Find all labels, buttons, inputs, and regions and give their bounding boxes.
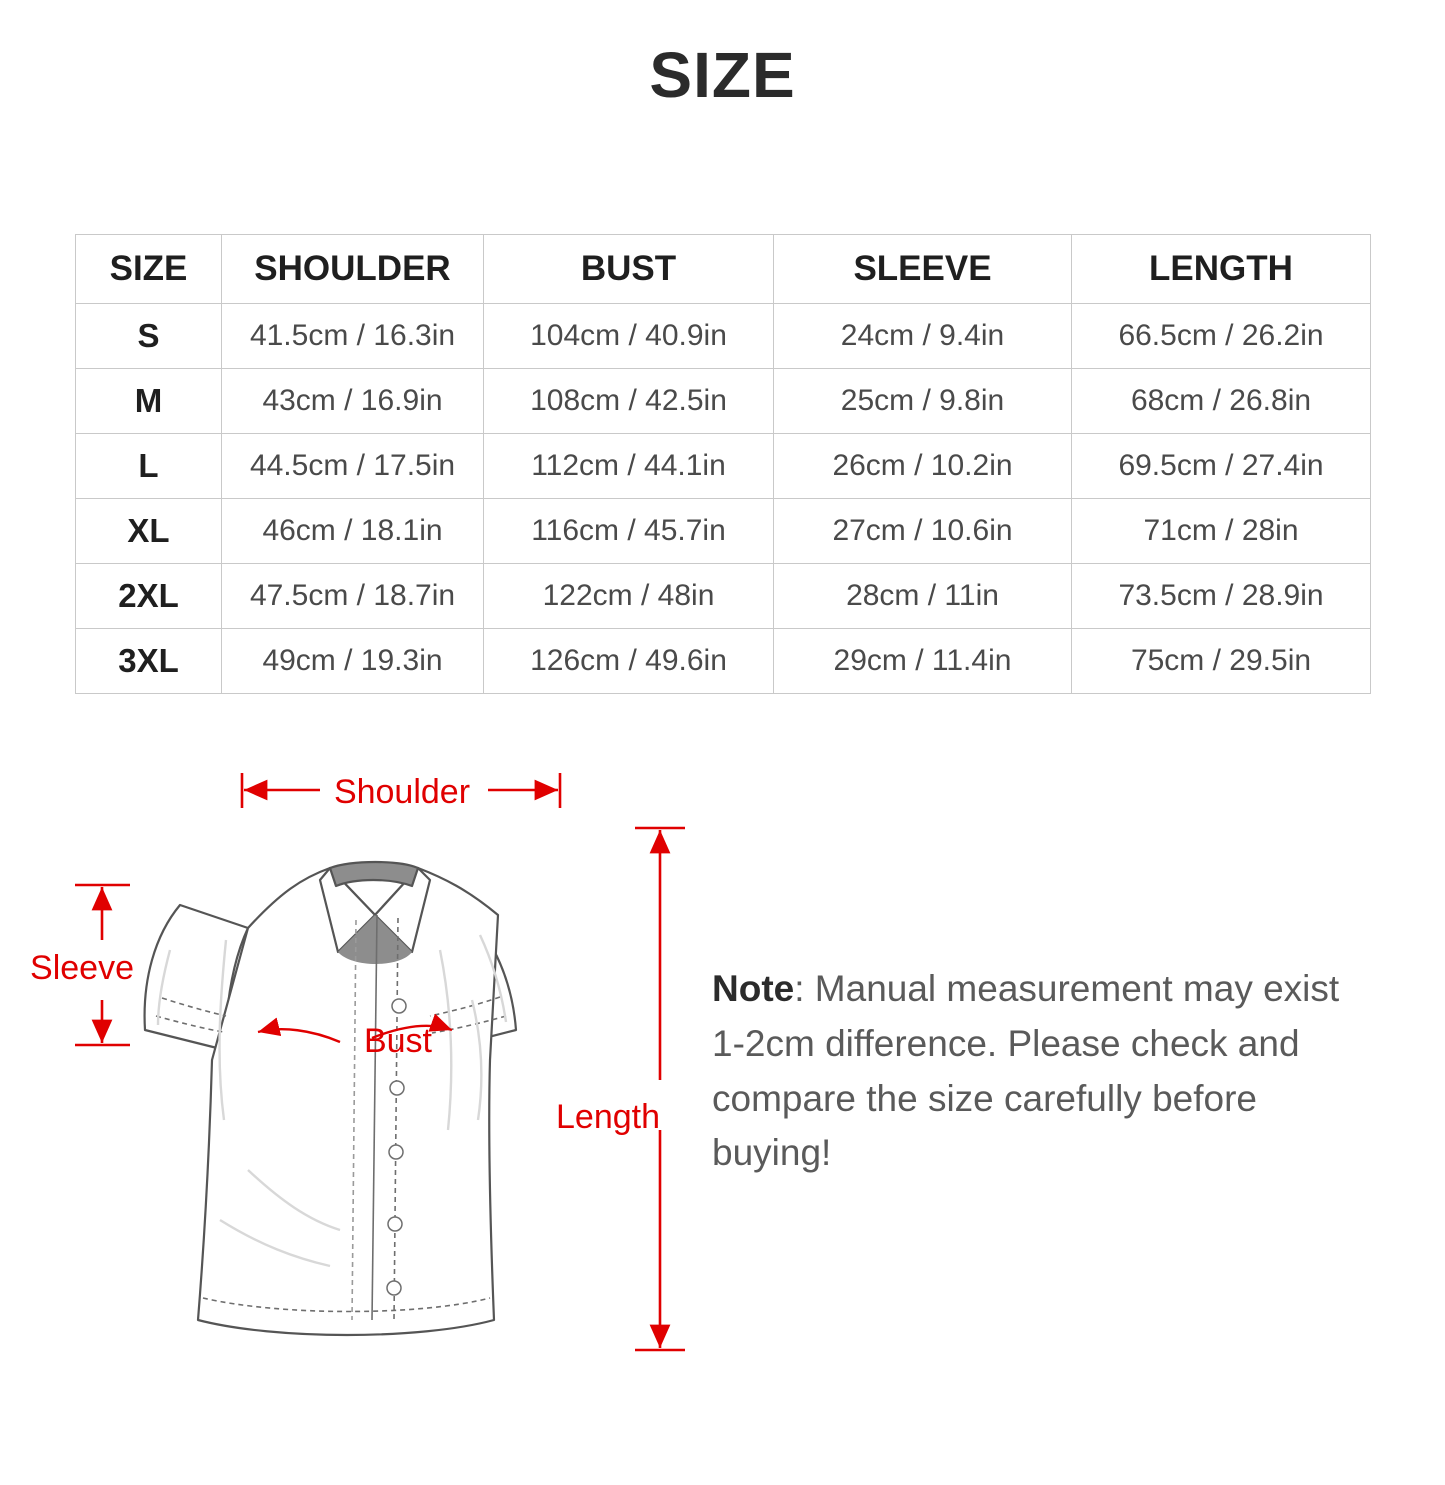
cell-size: M <box>76 369 222 434</box>
bust-label: Bust <box>363 1022 433 1060</box>
cell-size: 2XL <box>76 564 222 629</box>
note-label: Note <box>712 968 795 1009</box>
shirt-illustration <box>20 700 740 1380</box>
column-header-size: SIZE <box>76 235 222 304</box>
shoulder-label: Shoulder <box>333 773 471 811</box>
length-measure-arrow <box>635 828 685 1350</box>
cell-size: S <box>76 304 222 369</box>
table-row <box>76 564 1371 629</box>
cell-size: 3XL <box>76 629 222 694</box>
length-label: Length <box>556 1098 660 1136</box>
note-block <box>712 962 1372 1181</box>
cell-length: 69.5cm / 27.4in <box>1072 434 1371 499</box>
cell-sleeve: 26cm / 10.2in <box>774 434 1072 499</box>
cell-size: L <box>76 434 222 499</box>
sleeve-label: Sleeve <box>30 949 134 987</box>
column-header-length: LENGTH <box>1072 235 1371 304</box>
shirt-outline <box>145 862 516 1335</box>
cell-sleeve: 24cm / 9.4in <box>774 304 1072 369</box>
cell-shoulder: 43cm / 16.9in <box>222 369 484 434</box>
page-title: SIZE <box>649 39 796 111</box>
table-row <box>76 499 1371 564</box>
cell-shoulder: 41.5cm / 16.3in <box>222 304 484 369</box>
measurement-diagram <box>0 700 1445 1485</box>
cell-length: 68cm / 26.8in <box>1072 369 1371 434</box>
cell-length: 73.5cm / 28.9in <box>1072 564 1371 629</box>
cell-bust: 126cm / 49.6in <box>484 629 774 694</box>
cell-bust: 122cm / 48in <box>484 564 774 629</box>
note-text: : Manual measurement may exist 1-2cm difference. Please check and compare the size carefully before buying! <box>712 968 1340 1174</box>
cell-shoulder: 46cm / 18.1in <box>222 499 484 564</box>
cell-size: XL <box>76 499 222 564</box>
cell-length: 71cm / 28in <box>1072 499 1371 564</box>
cell-bust: 112cm / 44.1in <box>484 434 774 499</box>
size-chart-table <box>75 234 1370 694</box>
column-header-sleeve: SLEEVE <box>774 235 1072 304</box>
cell-sleeve: 29cm / 11.4in <box>774 629 1072 694</box>
column-header-shoulder: SHOULDER <box>222 235 484 304</box>
cell-bust: 104cm / 40.9in <box>484 304 774 369</box>
cell-length: 66.5cm / 26.2in <box>1072 304 1371 369</box>
cell-sleeve: 28cm / 11in <box>774 564 1072 629</box>
cell-bust: 116cm / 45.7in <box>484 499 774 564</box>
table-row <box>76 629 1371 694</box>
column-header-bust: BUST <box>484 235 774 304</box>
cell-bust: 108cm / 42.5in <box>484 369 774 434</box>
cell-length: 75cm / 29.5in <box>1072 629 1371 694</box>
cell-shoulder: 49cm / 19.3in <box>222 629 484 694</box>
cell-sleeve: 27cm / 10.6in <box>774 499 1072 564</box>
cell-shoulder: 47.5cm / 18.7in <box>222 564 484 629</box>
table-row <box>76 304 1371 369</box>
table-header-row <box>76 235 1371 304</box>
cell-sleeve: 25cm / 9.8in <box>774 369 1072 434</box>
table-row <box>76 434 1371 499</box>
cell-shoulder: 44.5cm / 17.5in <box>222 434 484 499</box>
table-row <box>76 369 1371 434</box>
